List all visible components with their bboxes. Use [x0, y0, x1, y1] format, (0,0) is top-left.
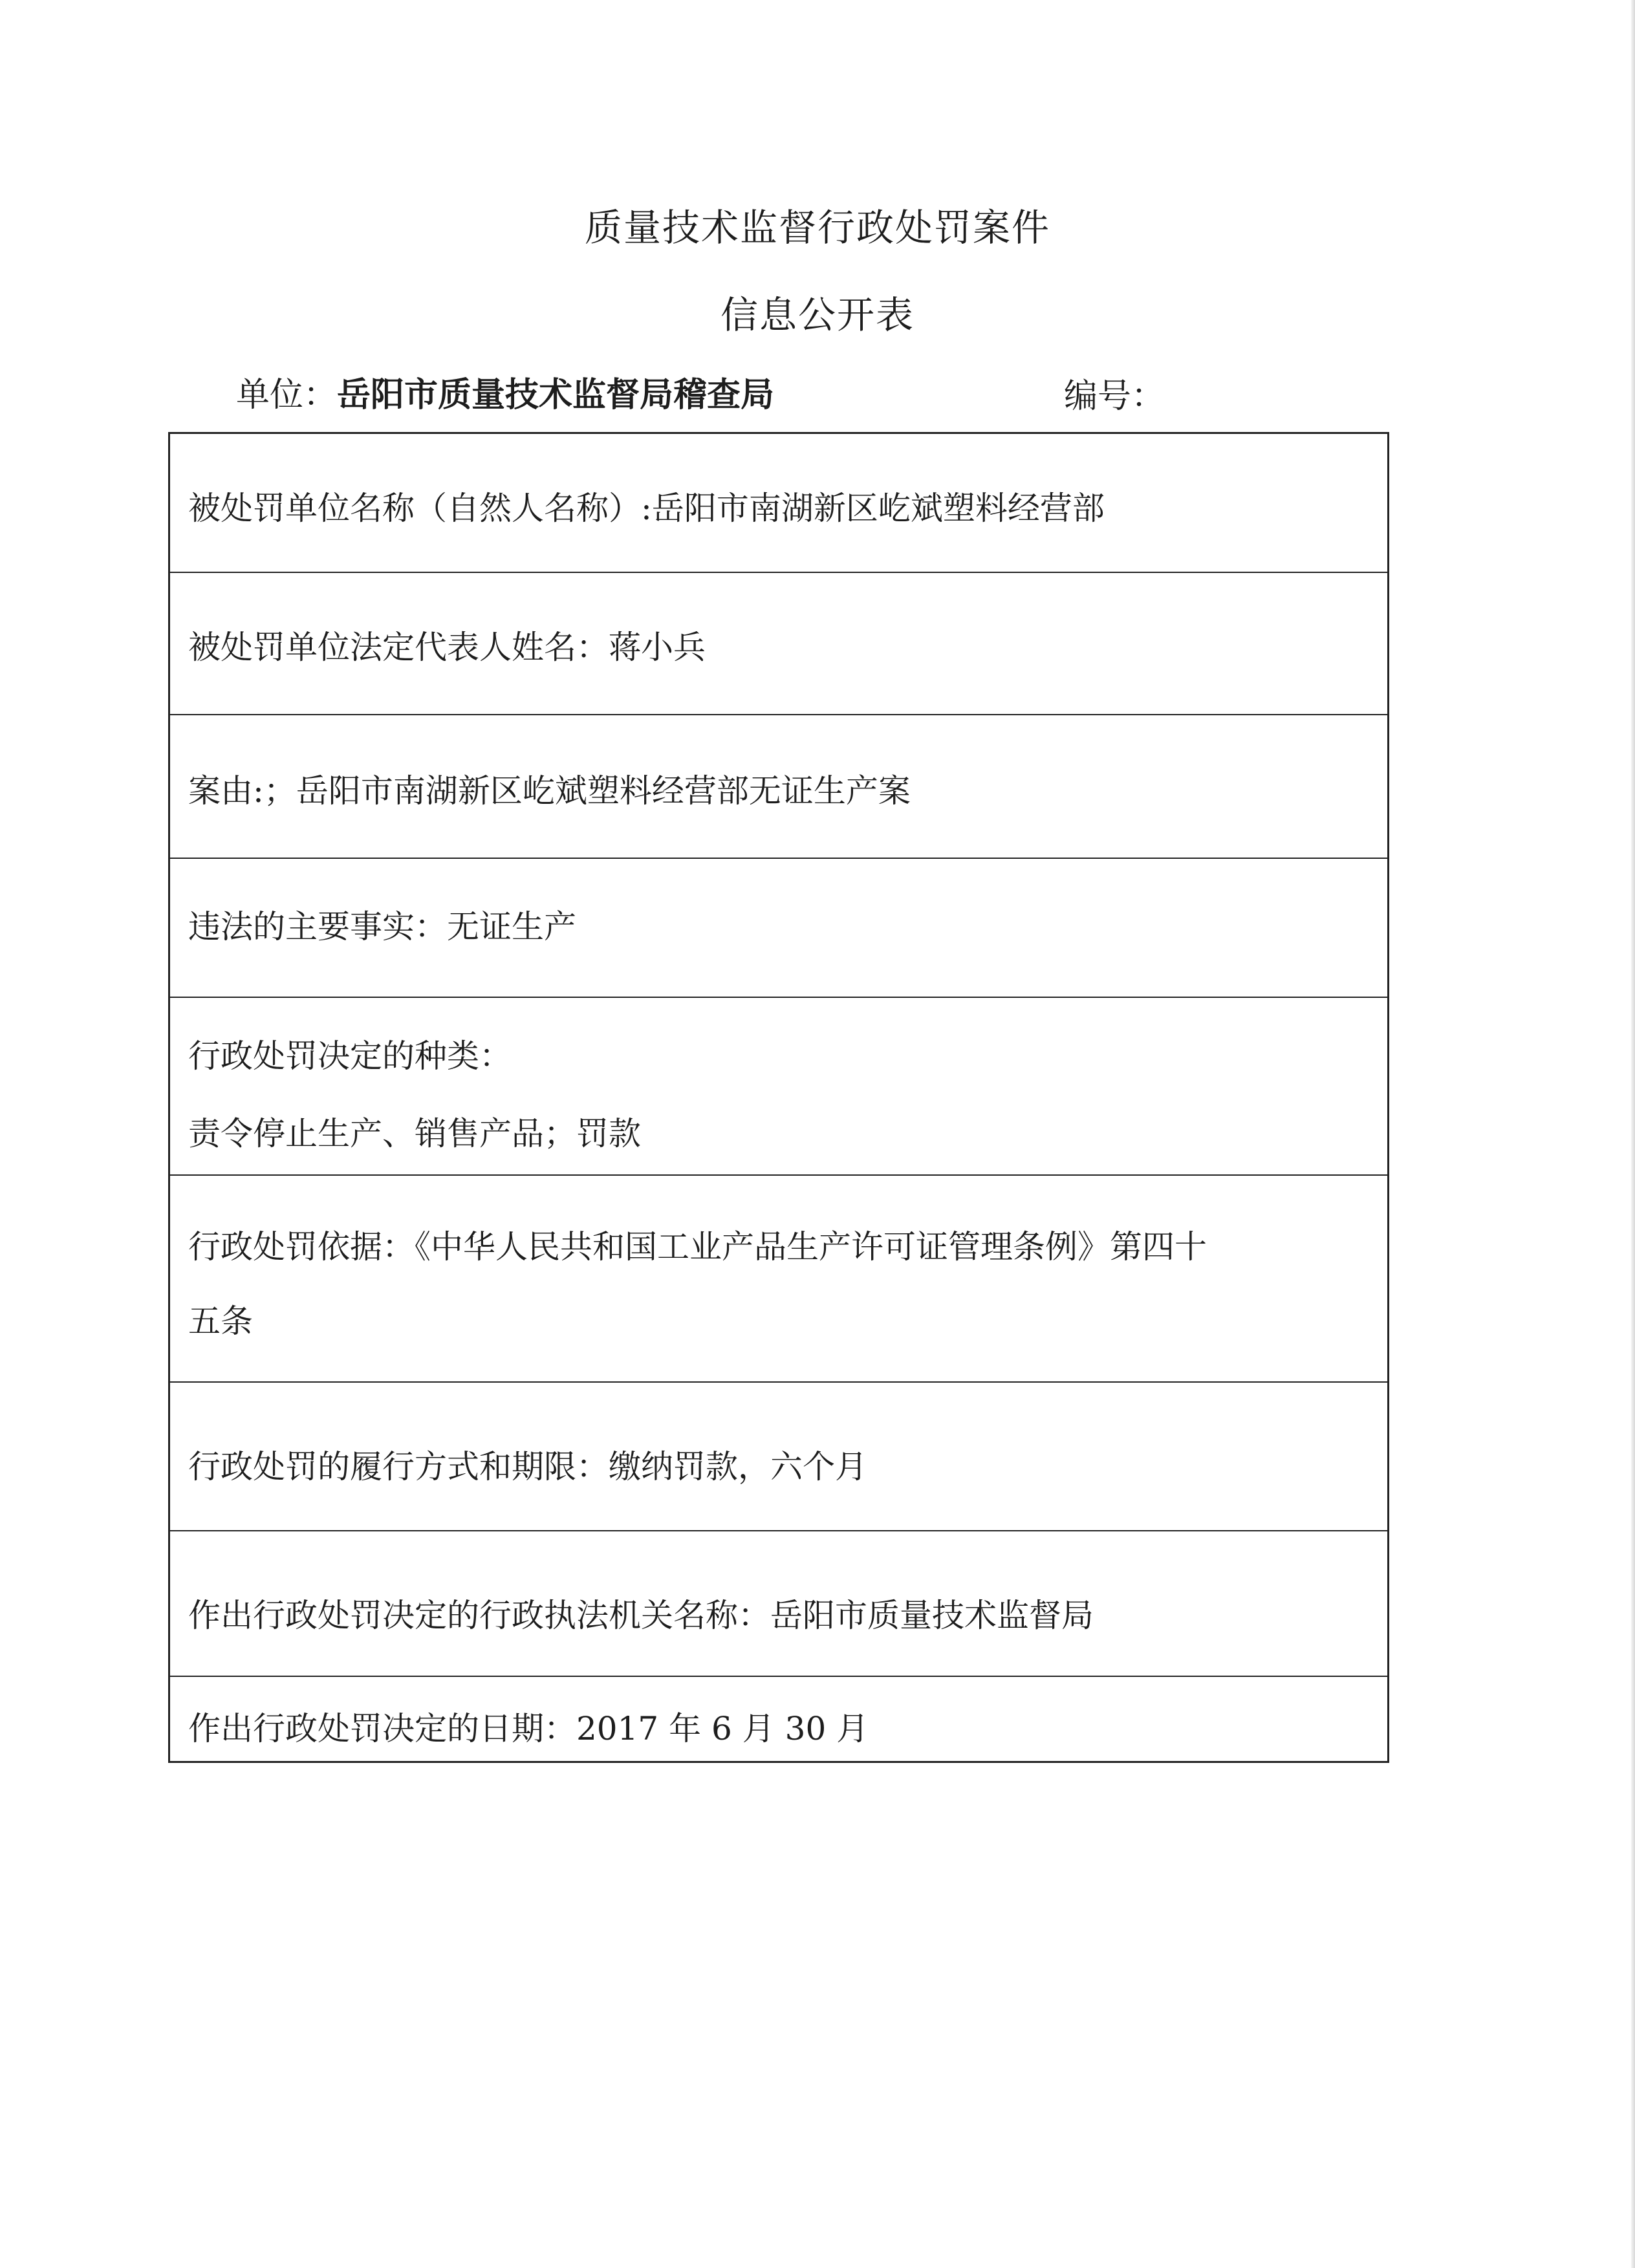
table-row-case-cause: [170, 715, 1387, 859]
penalty-basis-line1: 行政处罚依据：《中华人民共和国工业产品生产许可证管理条例》第四十: [188, 1228, 1207, 1266]
legal-representative-text: 被处罚单位法定代表人姓名：蒋小兵: [188, 629, 706, 666]
penalty-type-label: 行政处罚决定的种类：: [188, 1037, 512, 1075]
penalty-basis-line2: 五条: [188, 1302, 253, 1340]
penalized-entity-text: 被处罚单位名称（自然人名称）:岳阳市南湖新区屹斌塑料经营部: [188, 490, 1105, 527]
enforcement-authority-text: 作出行政处罚决定的行政执法机关名称：岳阳市质量技术监督局: [188, 1597, 1094, 1634]
table-row-main-facts: [170, 859, 1387, 998]
table-row-decision-date: [170, 1677, 1387, 1761]
table-row-performance-method: [170, 1383, 1387, 1531]
table-row-penalized-entity: [170, 434, 1387, 573]
scan-edge: [1631, 0, 1635, 2268]
decision-date-text: 作出行政处罚决定的日期：2017 年 6 月 30 月: [188, 1710, 869, 1747]
main-facts-text: 违法的主要事实：无证生产: [188, 908, 576, 945]
penalty-type-value: 责令停止生产、销售产品；罚款: [188, 1115, 641, 1152]
case-cause-text: 案由:；岳阳市南湖新区屹斌塑料经营部无证生产案: [188, 772, 911, 810]
document-subtitle: 信息公开表: [720, 293, 915, 337]
info-table: [168, 432, 1389, 1763]
table-row-enforcement-authority: [170, 1531, 1387, 1677]
unit-line: [236, 367, 774, 416]
document-title: 质量技术监督行政处罚案件: [584, 206, 1050, 250]
performance-method-text: 行政处罚的履行方式和期限：缴纳罚款，六个月: [188, 1448, 867, 1485]
unit-label: 单位：: [236, 376, 338, 415]
unit-name: 岳阳市质量技术监督局稽查局: [337, 375, 775, 415]
table-row-legal-representative: [170, 573, 1387, 715]
table-row-penalty-type: [170, 998, 1387, 1176]
serial-number-label: 编号：: [1064, 377, 1165, 416]
table-row-penalty-basis: [170, 1176, 1387, 1383]
